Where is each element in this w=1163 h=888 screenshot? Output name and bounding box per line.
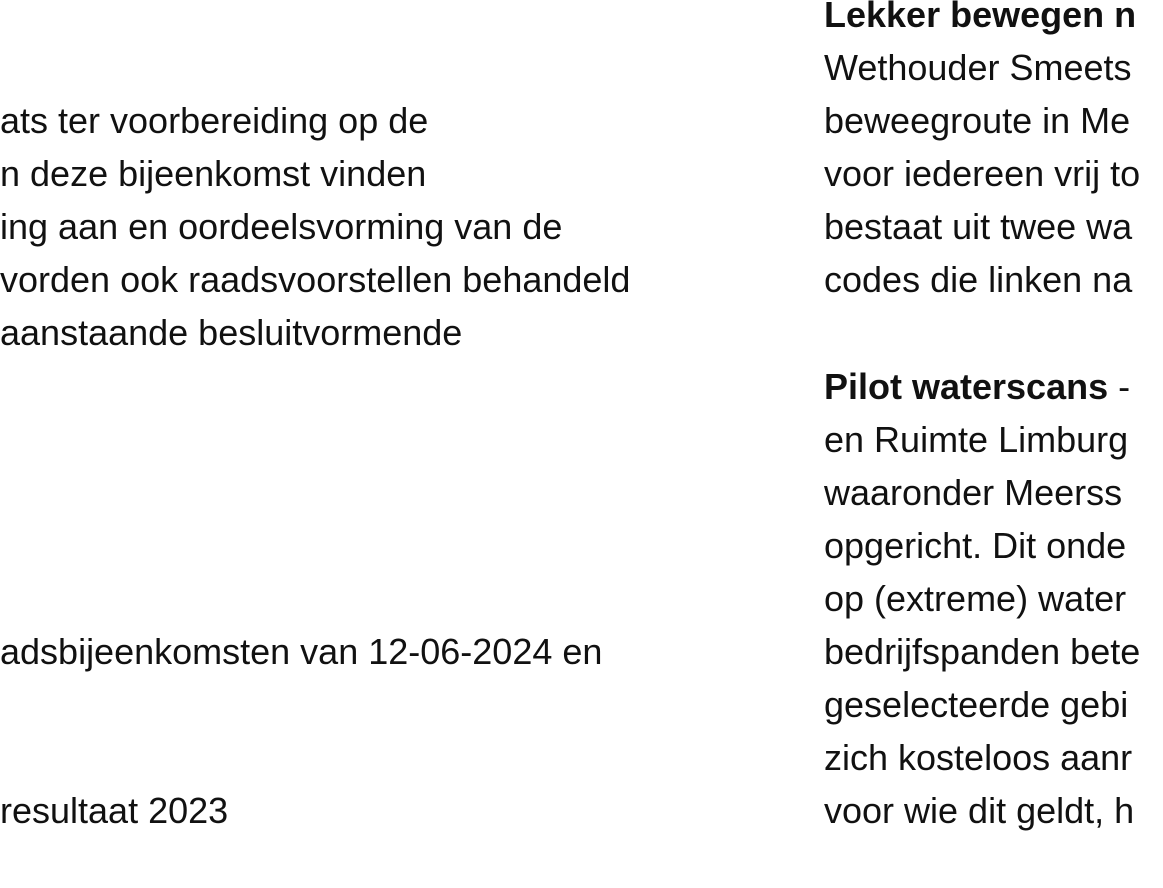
waterscans-line-8: voor wie dit geldt, h [824,790,1135,831]
waterscans-line-7: zich kosteloos aanr [824,737,1133,778]
left-line-2: n deze bijeenkomst vinden [0,153,427,194]
waterscans-heading-bold: Pilot waterscans [824,366,1109,407]
left-line-4: vorden ook raadsvoorstellen behandeld [0,259,631,300]
left-line-6: adsbijeenkomsten van 12-06-2024 en [0,631,603,672]
waterscans-line-2: waaronder Meerss [824,472,1123,513]
left-line-1: ats ter voorbereiding op de [0,100,429,141]
waterscans-line-4: op (extreme) water [824,578,1127,619]
bewegen-line-2: beweegroute in Me [824,100,1131,141]
bewegen-line-3: voor iedereen vrij to [824,153,1141,194]
waterscans-heading-dash: - [1108,366,1131,407]
bewegen-line-1: Wethouder Smeets [824,47,1132,88]
waterscans-line-3: opgericht. Dit onde [824,525,1127,566]
waterscans-line-5: bedrijfspanden bete [824,631,1141,672]
bewegen-line-5: codes die linken na [824,259,1133,300]
section-heading-waterscans [824,360,1130,413]
left-line-5: aanstaande besluitvormende [0,312,463,353]
section-heading-bewegen: Lekker bewegen n [824,0,1137,35]
waterscans-line-1: en Ruimte Limburg [824,419,1129,460]
bewegen-line-4: bestaat uit twee wa [824,206,1133,247]
left-line-7: resultaat 2023 [0,790,229,831]
left-line-3: ing aan en oordeelsvorming van de [0,206,563,247]
waterscans-line-6: geselecteerde gebi [824,684,1129,725]
